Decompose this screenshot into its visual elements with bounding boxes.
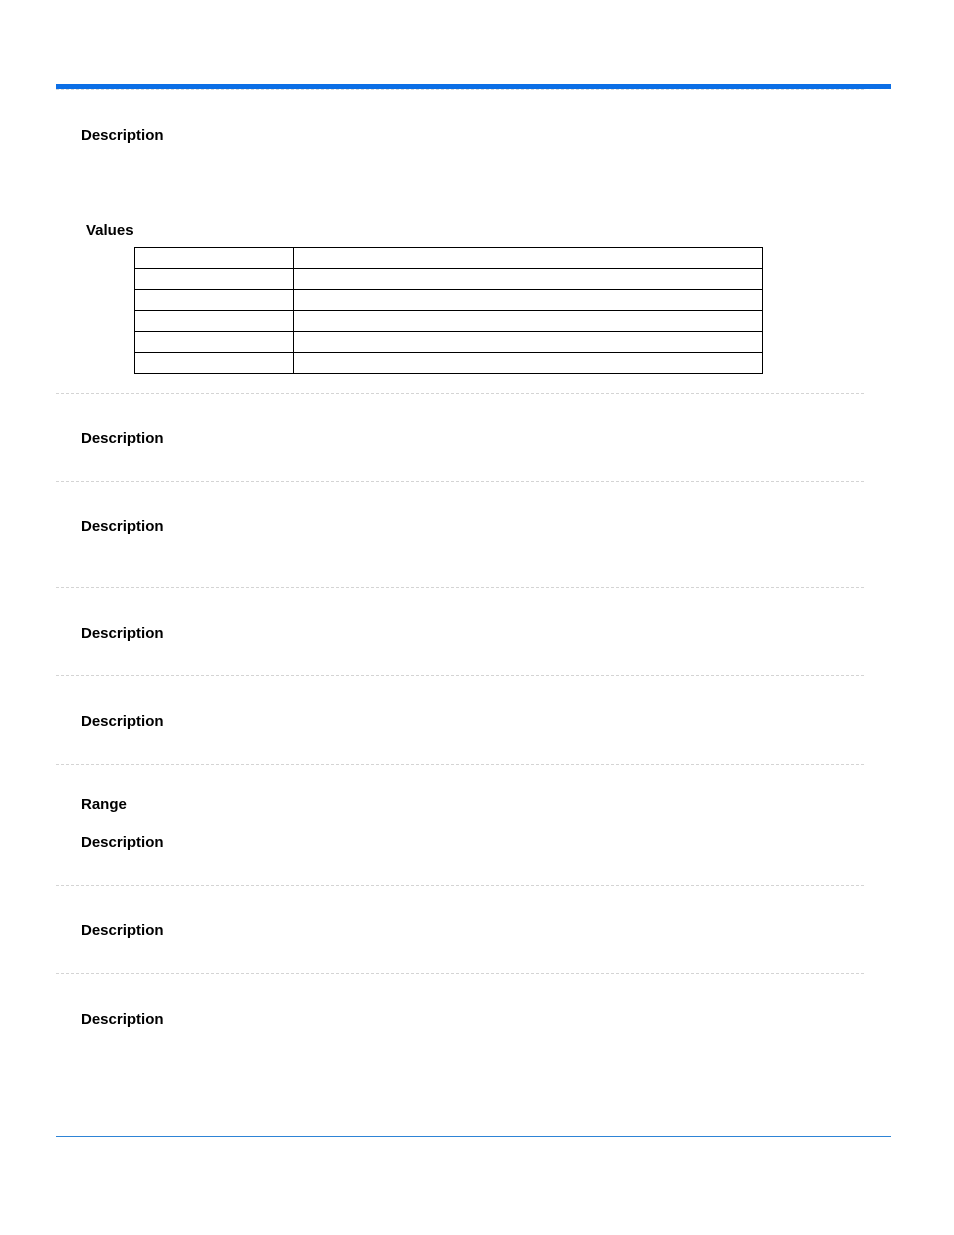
section-separator: [56, 393, 864, 394]
table-row: [135, 290, 763, 311]
section-label-description: Description: [81, 430, 164, 447]
section-separator: [56, 675, 864, 676]
section-label-description: Description: [81, 127, 164, 144]
table-cell: [294, 332, 763, 353]
table-row: [135, 269, 763, 290]
footer-rule: [56, 1136, 891, 1137]
section-label-description: Description: [81, 625, 164, 642]
section-label-description: Description: [81, 922, 164, 939]
table-cell: [135, 311, 294, 332]
section-label-range: Range: [81, 796, 127, 813]
table-cell: [294, 311, 763, 332]
table-cell: [294, 248, 763, 269]
values-table: [134, 247, 763, 374]
table-row: [135, 353, 763, 374]
section-label-description: Description: [81, 1011, 164, 1028]
section-label-values: Values: [86, 222, 134, 239]
table-cell: [135, 332, 294, 353]
table-cell: [135, 248, 294, 269]
section-label-description: Description: [81, 713, 164, 730]
section-label-description: Description: [81, 518, 164, 535]
section-separator: [56, 973, 864, 974]
table-cell: [294, 290, 763, 311]
section-separator: [56, 764, 864, 765]
section-label-description: Description: [81, 834, 164, 851]
table-cell: [135, 269, 294, 290]
table-cell: [135, 353, 294, 374]
table-cell: [294, 269, 763, 290]
section-separator: [56, 587, 864, 588]
section-separator: [56, 481, 864, 482]
table-cell: [135, 290, 294, 311]
section-separator: [56, 885, 864, 886]
table-row: [135, 248, 763, 269]
header-dashed-line: [56, 89, 864, 90]
table-row: [135, 332, 763, 353]
table-row: [135, 311, 763, 332]
table-cell: [294, 353, 763, 374]
